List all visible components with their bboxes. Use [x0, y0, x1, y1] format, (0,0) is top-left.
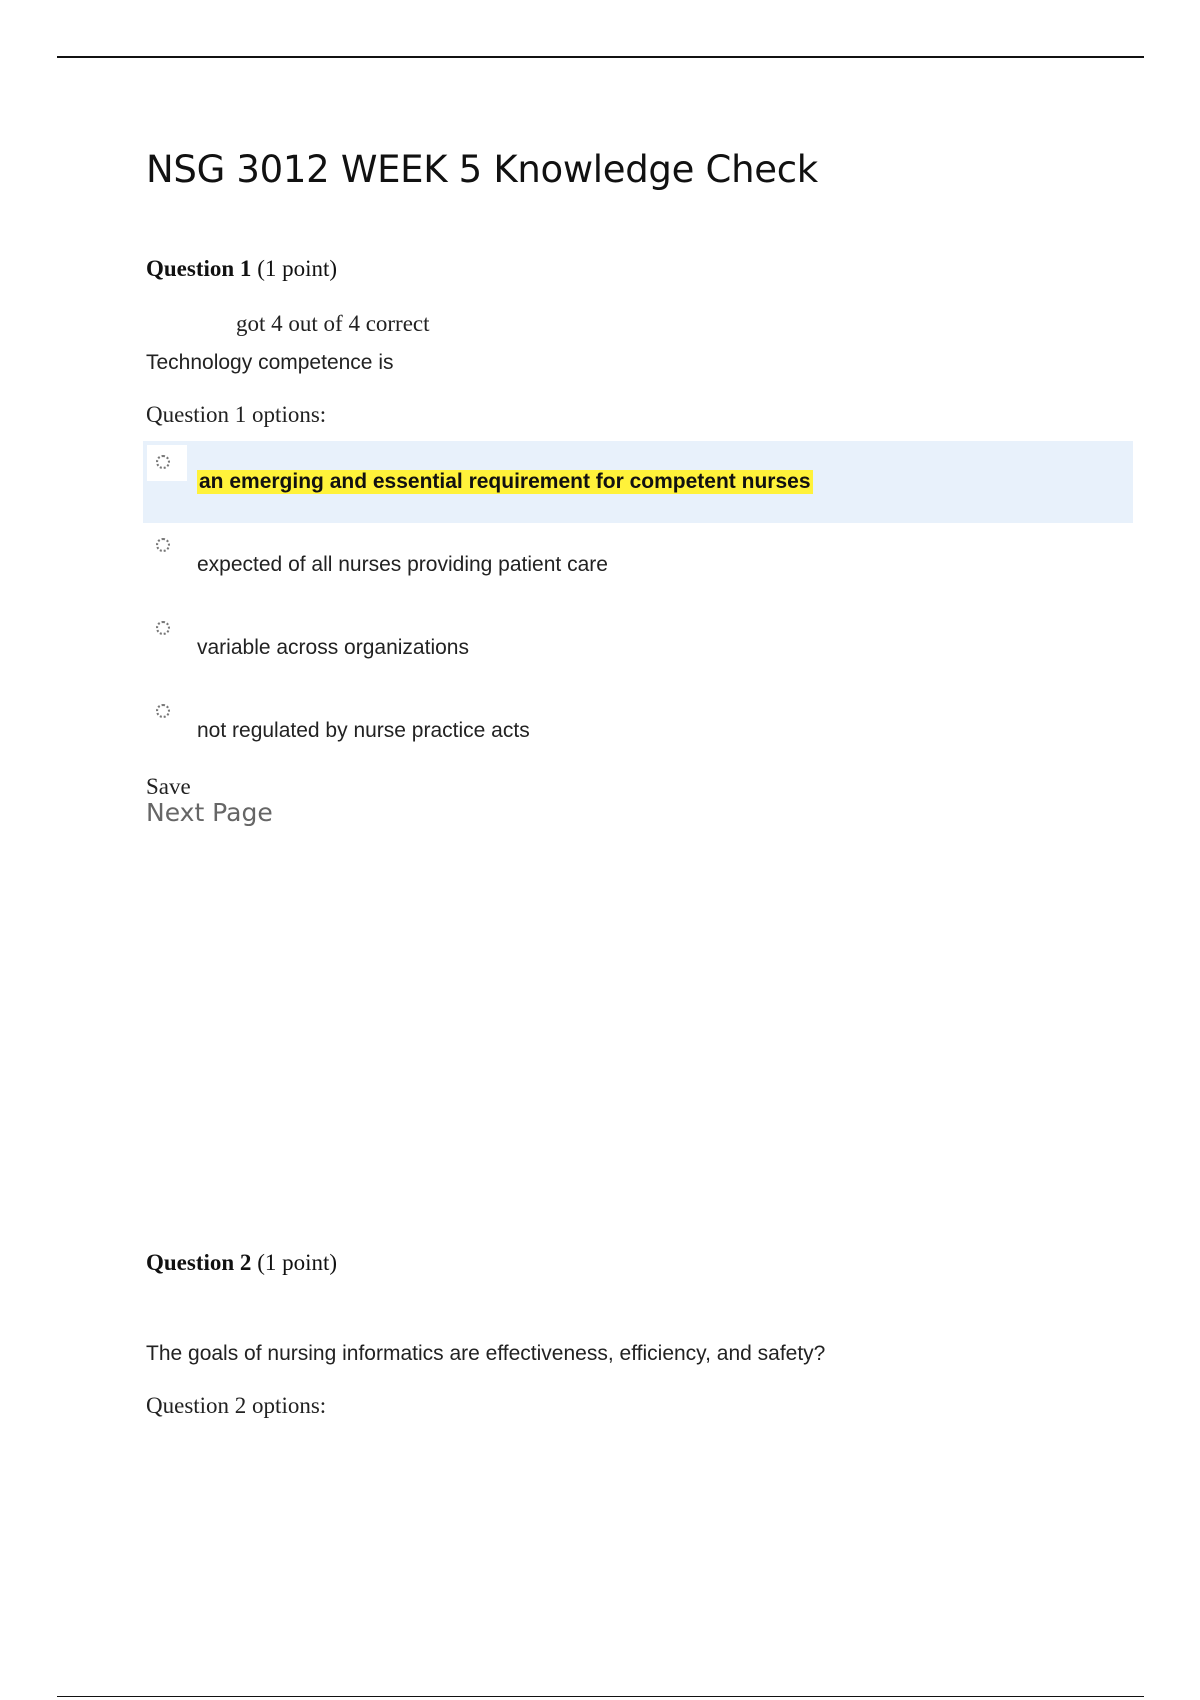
option-row-1[interactable] [143, 441, 1133, 523]
question-2-prompt: The goals of nursing informatics are effectiveness, efficiency, and safety? [146, 1342, 826, 1365]
radio-button[interactable] [156, 704, 170, 718]
option-label-2: expected of all nurses providing patient care [197, 553, 608, 576]
option-row-3[interactable] [143, 607, 1133, 689]
question-1-label: Question 1 [146, 256, 252, 281]
question-1-points: (1 point) [257, 256, 338, 281]
option-label-4: not regulated by nurse practice acts [197, 719, 530, 742]
radio-button[interactable] [156, 538, 170, 552]
option-label-3: variable across organizations [197, 636, 469, 659]
question-2-label: Question 2 [146, 1250, 252, 1275]
radio-button[interactable] [156, 621, 170, 635]
question-1-options-label: Question 1 options: [146, 402, 327, 427]
radio-button[interactable] [156, 455, 170, 469]
question-2-points: (1 point) [257, 1250, 338, 1275]
top-rule [57, 56, 1144, 58]
radio-container [147, 528, 187, 564]
question-1-prompt: Technology competence is [146, 351, 394, 374]
question-2-options-label: Question 2 options: [146, 1393, 327, 1418]
score-note: got 4 out of 4 correct [236, 311, 430, 336]
radio-container [147, 694, 187, 730]
option-row-2[interactable] [143, 524, 1133, 606]
option-row-4[interactable] [143, 690, 1133, 772]
radio-container [147, 445, 187, 481]
next-page-link[interactable]: Next Page [146, 798, 273, 827]
bottom-rule [57, 1696, 1144, 1697]
question-2-header [146, 1250, 337, 1276]
radio-container [147, 611, 187, 647]
page-title: NSG 3012 WEEK 5 Knowledge Check [146, 148, 818, 191]
option-label-1: an emerging and essential requirement for competent nurses [199, 470, 811, 493]
question-1-header [146, 256, 337, 282]
save-button[interactable]: Save [146, 774, 191, 799]
